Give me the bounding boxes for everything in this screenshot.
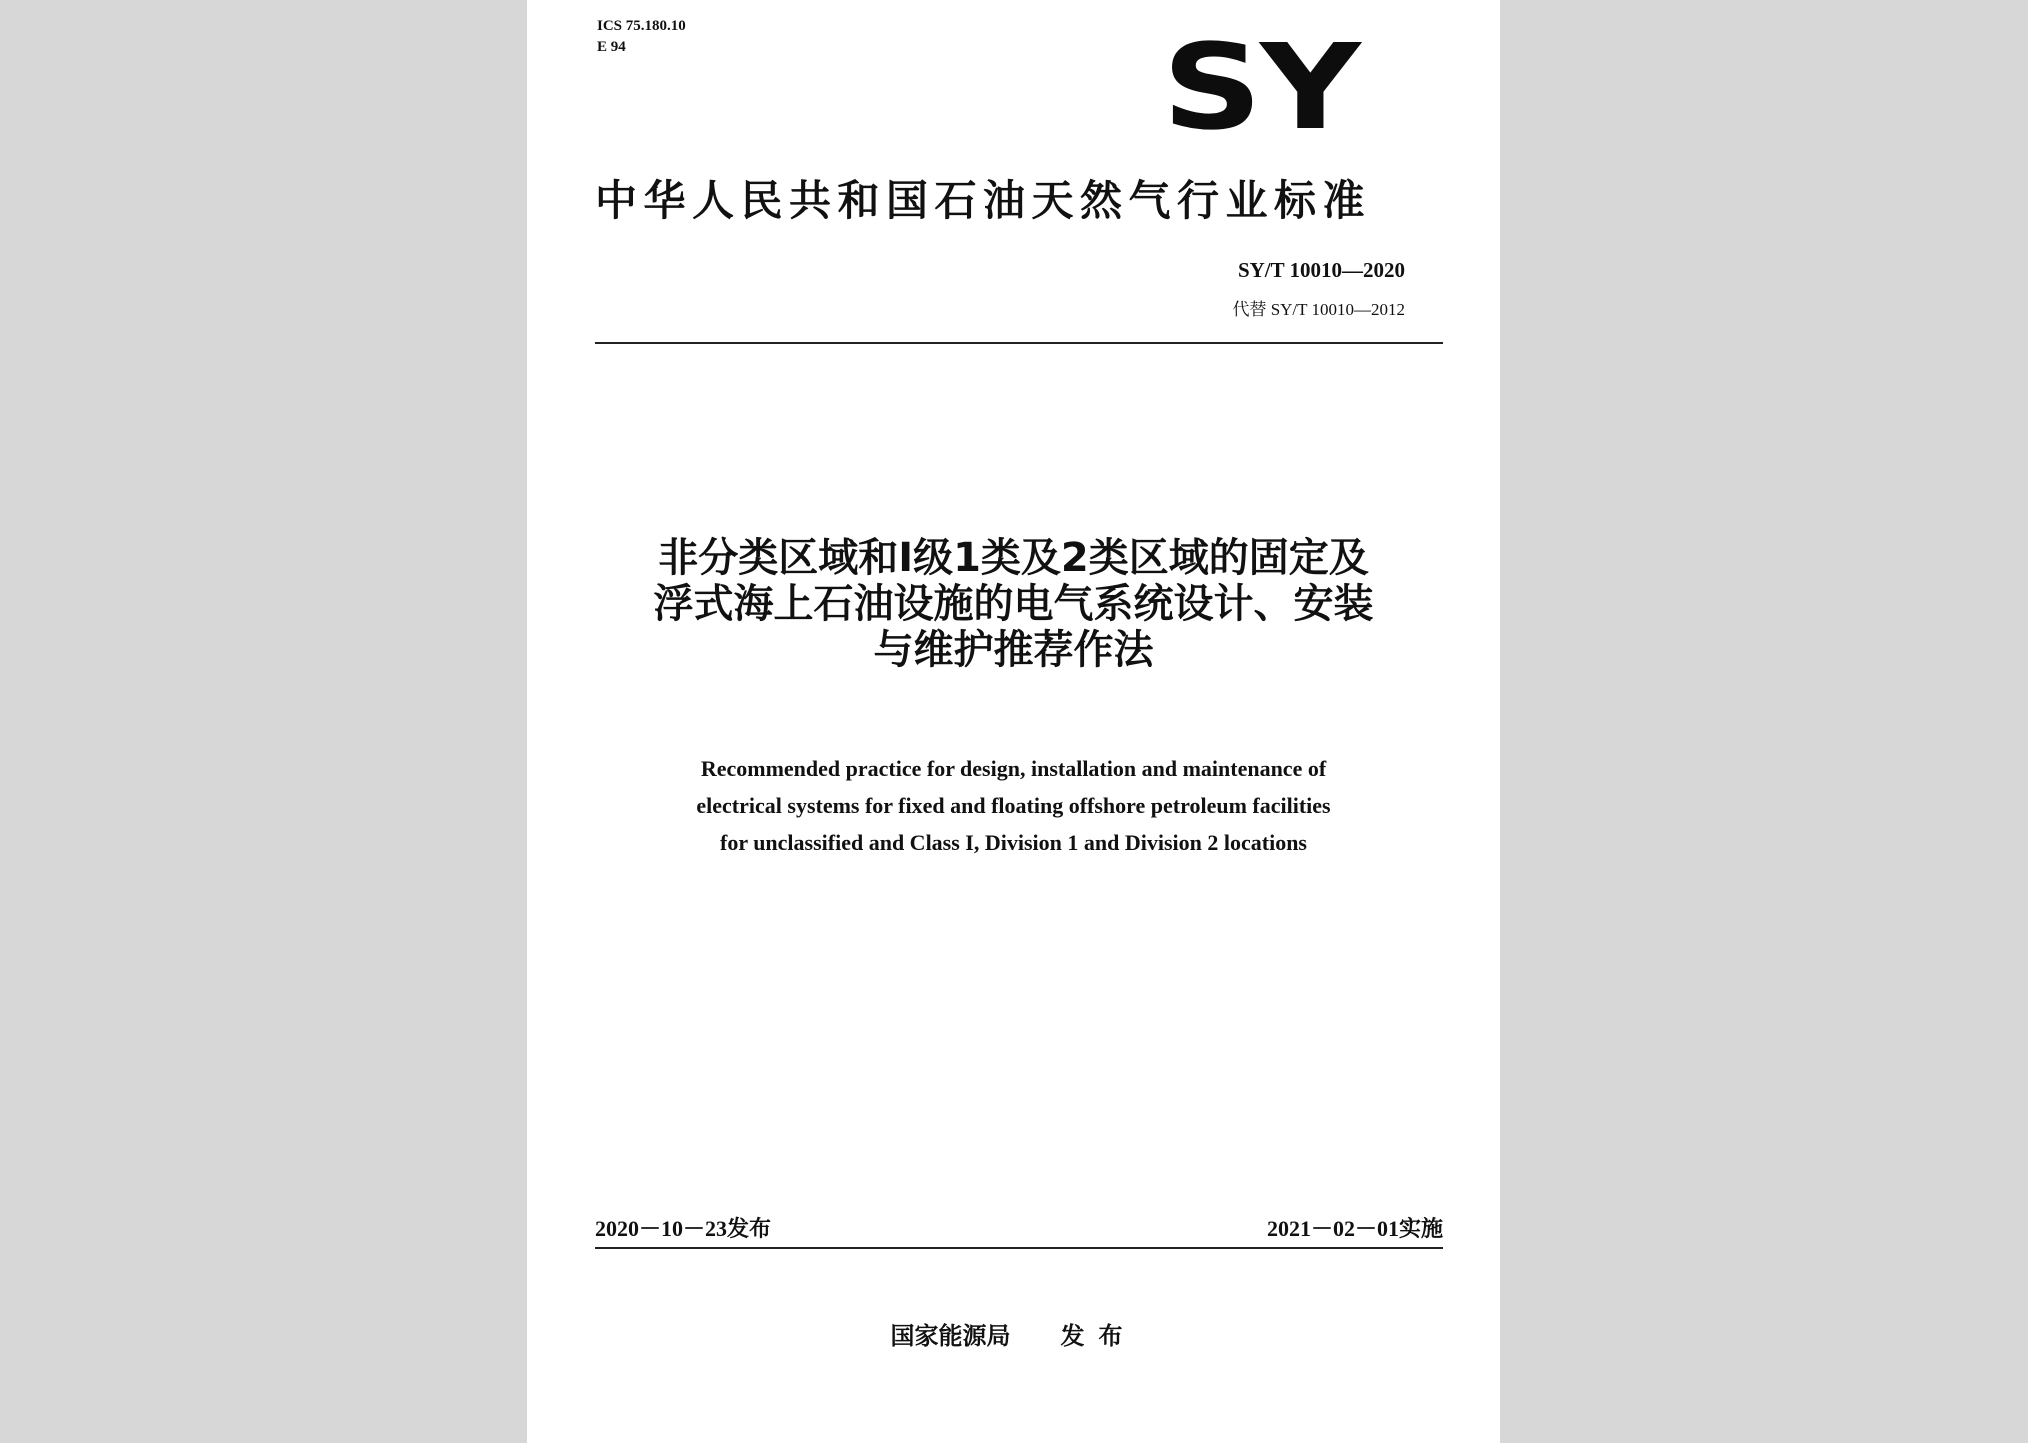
chinese-title-line: 与维护推荐作法 <box>873 627 1154 673</box>
standard-cover-page <box>527 0 1500 1443</box>
chinese-title <box>567 535 1460 673</box>
chinese-title-line: 浮式海上石油设施的电气系统设计、安装 <box>653 581 1374 627</box>
publisher-line <box>527 1316 1500 1351</box>
classification-codes <box>597 16 686 58</box>
header-divider <box>595 342 1443 344</box>
english-title-line: Recommended practice for design, installation and maintenance of <box>700 756 1327 781</box>
replaces-standard: 代替 SY/T 10010—2012 <box>1232 300 1405 319</box>
english-title-line: for unclassified and Class I, Division 1 and Division 2 locations <box>720 830 1307 855</box>
english-title-line: electrical systems for fixed and floating offshore petroleum facilities <box>696 793 1331 818</box>
publish-action: 发布 <box>1060 1322 1137 1350</box>
sy-logo: SY <box>1161 18 1358 156</box>
footer-divider <box>595 1247 1443 1249</box>
publisher-name: 国家能源局 <box>890 1322 1011 1350</box>
standard-number: SY/T 10010—2020 <box>1237 258 1405 282</box>
issuer-title: 中华人民共和国石油天然气行业标准 <box>595 176 1372 225</box>
ics-code: ICS 75.180.10 <box>597 18 686 34</box>
issue-date: 2020－10－23发布 <box>595 1216 772 1241</box>
chinese-title-line: 非分类区域和Ⅰ级1类及2类区域的固定及 <box>658 535 1369 581</box>
english-title <box>557 750 1470 861</box>
implementation-date: 2021－02－01实施 <box>1266 1216 1443 1241</box>
class-code: E 94 <box>597 39 626 55</box>
